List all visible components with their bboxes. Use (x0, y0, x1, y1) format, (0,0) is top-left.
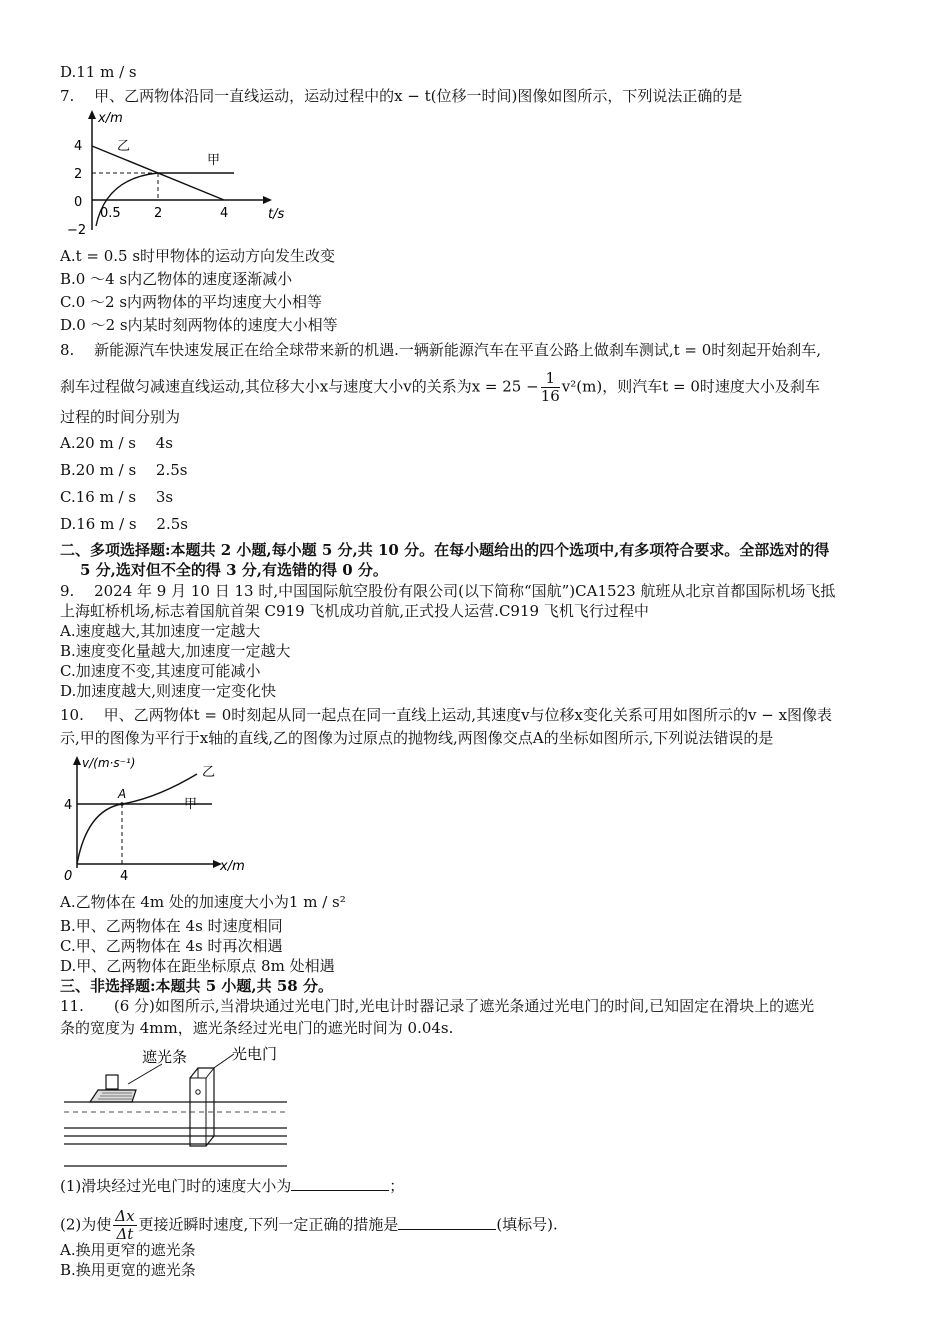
x-axis-label: x/m (220, 859, 245, 874)
q11-sub1 (60, 1176, 404, 1196)
q10-stem-line1: 10. 甲、乙两物体t = 0时刻起从同一起点在同一直线上运动,其速度v与位移x变化关系可用如图所示的v − x图像表 (60, 706, 833, 724)
q11-sub1-text: (1)滑块经过光电门时的速度大小为 (60, 1177, 292, 1195)
q8-option-a: A.20 m / s 4s (60, 434, 173, 452)
q8-option-d: D.16 m / s 2.5s (60, 515, 188, 533)
q9-option-d: D.加速度越大,则速度一定变化快 (60, 682, 277, 700)
q11-frac-num: Δx (115, 1207, 135, 1225)
q6-option-d: D.11 m / s (60, 63, 137, 81)
q8-stem-line1: 8. 新能源汽车快速发展正在给全球带来新的机遇.一辆新能源汽车在平直公路上做刹车测试,t = 0时刻起开始刹车, (60, 341, 822, 359)
y-tick-4: 4 (64, 798, 73, 813)
q9-option-c: C.加速度不变,其速度可能减小 (60, 662, 261, 680)
q11-sub2-text-b: 更接近瞬时速度,下列一定正确的措施是 (138, 1215, 399, 1234)
label-jia: 甲 (184, 797, 198, 812)
x-tick-0.5: 0.5 (100, 206, 121, 221)
q8-frac-num: 1 (541, 370, 560, 388)
q11-sub1-end: ； (389, 1177, 405, 1195)
q11-sub2-text-a: (2)为使 (60, 1215, 112, 1234)
yi-curve (77, 774, 197, 864)
y-axis-label: x/m (98, 111, 123, 126)
q11-sub2-text-c: (填标号). (496, 1215, 558, 1234)
y-tick-0: 0 (74, 195, 83, 210)
q8-text-b: v²(m)，则汽车t = 0时速度大小及刹车 (561, 377, 820, 396)
photogate (190, 1068, 214, 1146)
q10-vx-graph (62, 752, 262, 887)
point-a (120, 802, 124, 806)
q7-option-c: C.0 ～2 s内两物体的平均速度大小相等 (60, 293, 323, 311)
q11-photogate-figure (62, 1042, 292, 1172)
q7-option-a: A.t = 0.5 s时甲物体的运动方向发生改变 (60, 247, 336, 265)
y-tick-neg2: −2 (67, 223, 87, 238)
shading-strip (106, 1075, 118, 1089)
label-photogate: 光电门 (232, 1045, 278, 1063)
label-yi: 乙 (202, 765, 216, 780)
y-axis-arrow (73, 756, 81, 765)
q10-option-d: D.甲、乙两物体在距坐标原点 8m 处相遇 (60, 957, 335, 975)
q7-option-d: D.0 ～2 s内某时刻两物体的速度大小相等 (60, 316, 338, 334)
label-shading-strip: 遮光条 (142, 1048, 188, 1066)
label-yi: 乙 (117, 139, 131, 154)
x-tick-4: 4 (120, 869, 129, 884)
x-axis-arrow (263, 196, 272, 204)
section2-heading-line2: 5 分,选对但不全的得 3 分,有选错的得 0 分。 (80, 561, 388, 579)
leader-strip (128, 1064, 162, 1084)
q11-sub1-blank[interactable] (291, 1176, 389, 1191)
section2-heading-line1: 二、多项选择题:本题共 2 小题,每小题 5 分,共 10 分。在每小题给出的四个选项中,有多项符合要求。全部选对的得 (60, 541, 830, 559)
y-tick-2: 2 (74, 167, 83, 182)
q9-stem-line1: 9. 2024 年 9 月 10 日 13 时,中国国际航空股份有限公司(以下简称“国航”)CA1523 航班从北京首都国际机场飞抵 (60, 582, 836, 600)
x-axis-label: t/s (268, 207, 285, 222)
x-tick-4: 4 (220, 206, 229, 221)
x-tick-2: 2 (154, 206, 163, 221)
q11-stem-line2: 条的宽度为 4mm，遮光条经过光电门的遮光时间为 0.04s. (60, 1019, 454, 1037)
y-axis-arrow (88, 110, 96, 119)
point-a-label: A (118, 787, 127, 801)
q7-xt-graph (62, 108, 292, 243)
q11-fraction (113, 1208, 136, 1243)
section3-heading: 三、非选择题:本题共 5 小题,共 58 分。 (60, 977, 333, 995)
q11-stem-line1: 11. (6 分)如图所示,当滑块通过光电门时,光电计时器记录了遮光条通过光电门的时间,已知固定在滑块上的遮光 (60, 997, 815, 1015)
q10-option-c: C.甲、乙两物体在 4s 时再次相遇 (60, 937, 283, 955)
q8-stem-line3: 过程的时间分别为 (60, 408, 181, 426)
q8-stem-line2 (60, 370, 820, 405)
q11-option-a: A.换用更窄的遮光条 (60, 1241, 196, 1259)
q10-stem-line2: 示,甲的图像为平行于x轴的直线,乙的图像为过原点的抛物线,两图像交点A的坐标如图所示,下列说法错误的是 (60, 729, 774, 747)
q8-option-b: B.20 m / s 2.5s (60, 461, 188, 479)
q11-sub2 (60, 1208, 558, 1243)
q9-option-a: A.速度越大,其加速度一定越大 (60, 622, 261, 640)
q8-text-a: 刹车过程做匀减速直线运动,其位移大小x与速度大小v的关系为x = 25 − (60, 377, 539, 396)
q8-option-c: C.16 m / s 3s (60, 488, 174, 506)
q8-fraction (541, 370, 560, 405)
q7-option-b: B.0 ～4 s内乙物体的速度逐渐减小 (60, 270, 293, 288)
q9-option-b: B.速度变化量越大,加速度一定越大 (60, 642, 291, 660)
origin-label: 0 (64, 869, 73, 884)
q8-frac-den: 16 (540, 387, 560, 405)
q10-option-a: A.乙物体在 4m 处的加速度大小为1 m / s² (60, 893, 346, 911)
q10-option-b: B.甲、乙两物体在 4s 时速度相同 (60, 917, 283, 935)
y-axis-label: v/(m·s⁻¹) (82, 756, 136, 770)
label-jia: 甲 (207, 153, 221, 168)
q7-stem: 7. 甲、乙两物体沿同一直线运动，运动过程中的x − t(位移一时间)图像如图所示，下列说法正确的是 (60, 87, 743, 105)
q11-sub2-blank[interactable] (398, 1215, 496, 1230)
y-tick-4: 4 (74, 139, 83, 154)
q11-option-b: B.换用更宽的遮光条 (60, 1261, 196, 1279)
q9-stem-line2: 上海虹桥机场,标志着国航首架 C919 飞机成功首航,正式投人运营.C919 飞机飞行过程中 (60, 602, 649, 620)
q11-frac-den: Δt (116, 1225, 134, 1243)
